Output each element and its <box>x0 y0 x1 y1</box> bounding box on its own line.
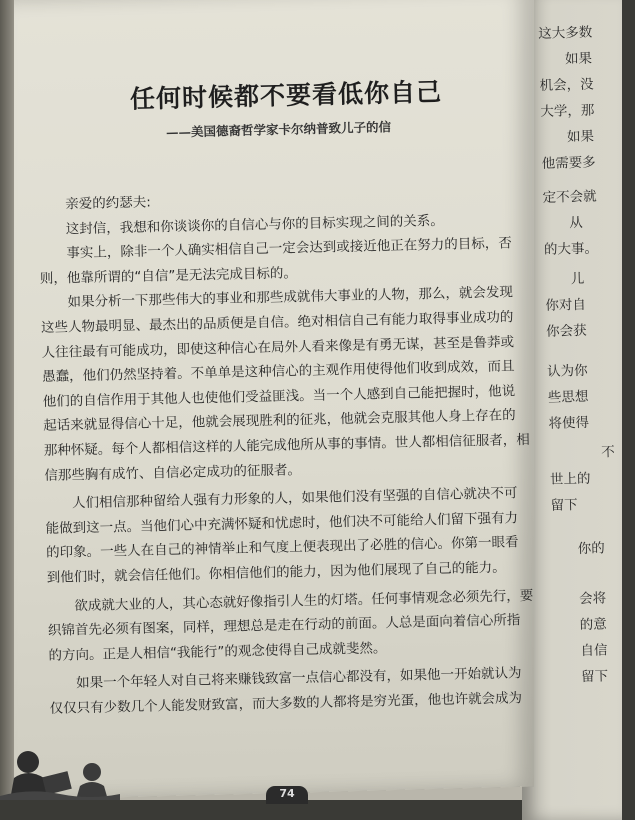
right-page-line: 机会，没 <box>539 76 594 94</box>
right-page-line: 定不会就 <box>542 188 597 206</box>
right-page-line: 世上的 <box>549 470 591 488</box>
bleed-through-text <box>40 0 520 30</box>
right-page-line: 你会获 <box>545 322 587 340</box>
body-line: 能做到这一点。当他们心中充满怀疑和忧虑时，他们决不可能给人们留下强有力 <box>45 509 519 537</box>
reading-figures-illustration <box>0 728 120 800</box>
body-line: 愚蠢，他们仍然坚持着。不单单是这种信心的主观作用使得他们收到成效，而且 <box>41 358 515 386</box>
page-subtitle: ——美国德裔哲学家卡尔纳普致儿子的信 <box>165 119 392 140</box>
body-line: 人们相信那种留给人强有力形象的人，如果他们没有坚强的自信心就决不可 <box>71 485 518 512</box>
page-number: 74 <box>266 786 308 804</box>
right-page-line: 会将 <box>578 590 607 608</box>
right-page-line: 你的 <box>577 540 606 558</box>
right-page-line: 将使得 <box>548 414 590 432</box>
body-line: 如果分析一下那些伟大的事业和那些成就伟大事业的人物，那么，就会发现 <box>67 284 514 311</box>
right-page-line: 从 <box>569 214 583 232</box>
body-line: 这封信，我想和你谈谈你的自信心与你的目标实现之间的关系。 <box>65 212 444 237</box>
body-line: 信那些胸有成竹、自信必定成功的征服者。 <box>44 461 302 484</box>
body-line: 欲成就大业的人，其心态就好像指引人生的灯塔。任何事情观念必须先行，要 <box>74 587 534 614</box>
right-page-line: 他需要多 <box>541 154 596 172</box>
right-page-line: 些思想 <box>547 388 589 406</box>
body-line: 如果一个年轻人对自己将来赚钱致富一点信心都没有，如果他一开始就认为 <box>75 665 522 692</box>
right-page-line: 这大多数 <box>538 24 593 42</box>
body-line: 亲爱的约瑟夫: <box>65 194 151 213</box>
body-line: 仅仅只有少数几个人能发财致富，而大多数的人都将是穷光蛋，他也许就会成为 <box>49 690 523 717</box>
right-page-line: 儿 <box>570 270 585 288</box>
page-title: 任何时候都不要看低你自己 <box>129 77 443 114</box>
body-line: 起话来就显得信心十足，他就会展现胜利的征兆，他就会克服其他人身上存在的 <box>43 407 516 435</box>
right-page-line: 大学，那 <box>540 102 595 120</box>
letter-body <box>38 182 550 722</box>
body-line: 事实上，除非一个人确实相信自己一定会达到或接近他正在努力的目标，否 <box>66 235 512 262</box>
right-page-line: 认为你 <box>546 362 588 380</box>
right-page-line: 不 <box>601 444 615 461</box>
body-line: 那种怀疑。每个人都相信这样的人能完成他所从事的事情。世人都相信征服者，相 <box>43 431 530 459</box>
right-page-line: 的意 <box>579 616 608 634</box>
right-page-line: 如果 <box>564 50 593 68</box>
right-page-line: 自信 <box>580 642 608 660</box>
body-line: 人往往最有可能成功，即使这种信心在局外人看来像是有勇无谋，甚至是鲁莽或 <box>41 333 515 361</box>
body-line: 的方向。正是人相信“我能行”的观念使得自己成就斐然。 <box>48 639 387 664</box>
body-line: 这些人物最明显、最杰出的品质便是自信。绝对相信自己有能力取得事业成功的 <box>40 309 514 336</box>
right-page-line: 你对自 <box>545 296 587 314</box>
body-line: 则，他靠所谓的“自信”是无法完成目标的。 <box>39 264 298 287</box>
body-line: 的印象。一些人在自己的神情举止和气度上便表现出了必胜的信心。你第一眼看 <box>45 534 519 562</box>
body-line: 他们的自信作用于其他人也使他们受益匪浅。当一个人感到自己能把握时，他说 <box>42 382 516 410</box>
right-page-line: 留下 <box>580 668 609 686</box>
right-page-line: 的大事。 <box>543 240 599 258</box>
right-page-line: 留下 <box>550 497 578 514</box>
right-page-line: 如果 <box>566 128 595 146</box>
body-line: 到他们时，就会信任他们。你相信他们的能力，因为他们展现了自己的能力。 <box>46 559 506 586</box>
body-line: 织锦首先必须有图案，同样，理想总是走在行动的前面。人总是面向着信心所指 <box>47 612 521 639</box>
